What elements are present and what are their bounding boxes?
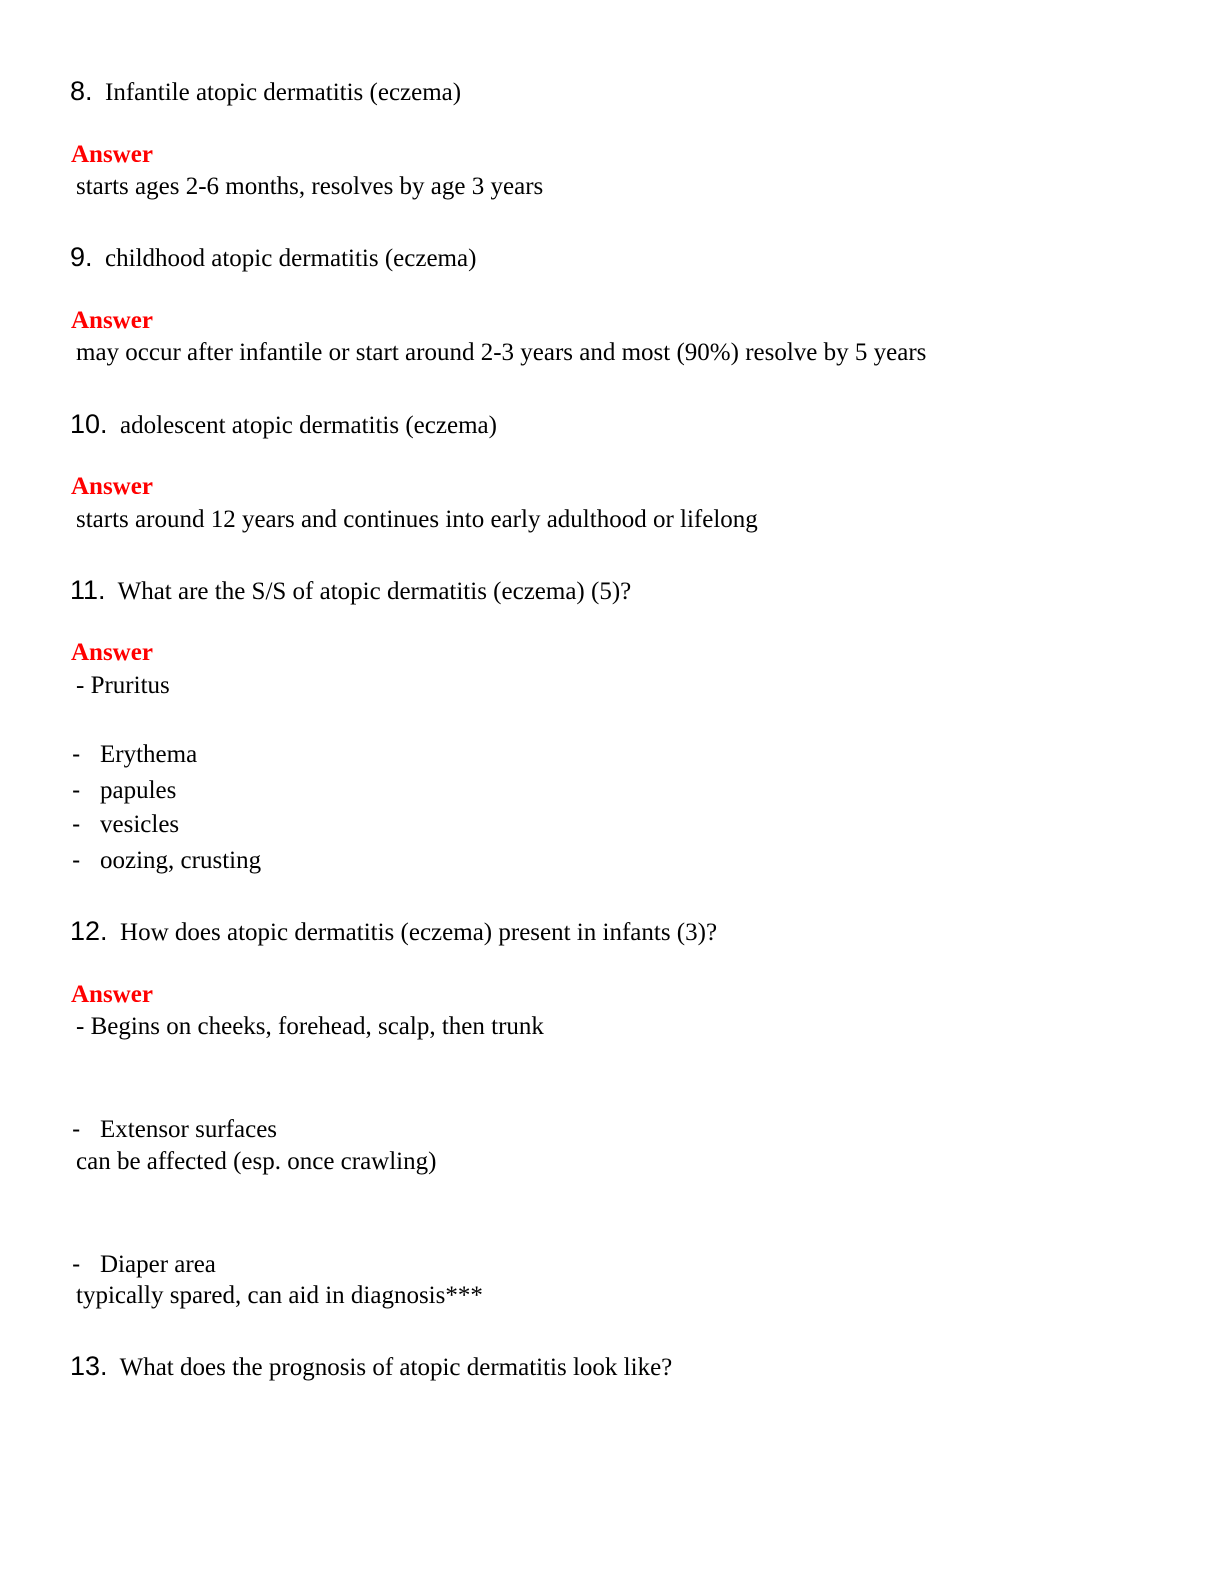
list-item [72, 809, 179, 840]
question-number: 9. [70, 242, 93, 272]
answer-text: starts around 12 years and continues into early adulthood or lifelong [76, 506, 758, 533]
question-text: Infantile atopic dermatitis (eczema) [105, 79, 462, 106]
list-item-detail: can be affected (esp. once crawling) [76, 1148, 437, 1175]
list-item-detail: typically spared, can aid in diagnosis*** [76, 1282, 483, 1309]
question-11 [70, 575, 631, 607]
question-8 [70, 76, 461, 108]
answer-label: Answer [71, 307, 153, 334]
answer-text: may occur after infantile or start around 2-3 years and most (90%) resolve by 5 years [76, 339, 927, 366]
answer-text: - Begins on cheeks, forehead, scalp, then trunk [76, 1013, 544, 1040]
answer-label: Answer [71, 141, 153, 168]
answer-label: Answer [71, 981, 153, 1008]
question-number: 12. [70, 916, 108, 946]
answer-label: Answer [71, 639, 153, 666]
answer-text: starts ages 2-6 months, resolves by age 3 years [76, 173, 544, 200]
question-text: What are the S/S of atopic dermatitis (eczema) (5)? [117, 578, 632, 605]
list-item-text: Extensor surfaces [100, 1116, 278, 1143]
list-item [72, 1249, 216, 1280]
list-item [72, 775, 176, 806]
question-number: 13. [70, 1351, 108, 1381]
bullet-dash: - [72, 810, 81, 838]
bullet-dash: - [72, 776, 81, 804]
bullet-dash: - [72, 1115, 81, 1143]
answer-text: - Pruritus [76, 672, 170, 699]
bullet-dash: - [72, 1250, 81, 1278]
question-text: How does atopic dermatitis (eczema) present in infants (3)? [120, 919, 718, 946]
question-number: 8. [70, 76, 93, 106]
bullet-dash: - [72, 846, 81, 874]
question-text: What does the prognosis of atopic dermatitis look like? [119, 1354, 673, 1381]
list-item-text: vesicles [100, 811, 180, 838]
question-number: 11. [70, 575, 106, 605]
question-9 [70, 242, 476, 274]
question-text: childhood atopic dermatitis (eczema) [105, 245, 477, 272]
list-item [72, 845, 261, 876]
list-item-text: Erythema [100, 741, 198, 768]
list-item-text: oozing, crusting [100, 847, 262, 874]
question-13 [70, 1351, 672, 1383]
question-text: adolescent atopic dermatitis (eczema) [120, 412, 497, 439]
question-12 [70, 916, 717, 948]
question-10 [70, 409, 497, 441]
list-item [72, 739, 197, 770]
list-item-text: papules [100, 777, 177, 804]
bullet-dash: - [72, 740, 81, 768]
list-item [72, 1114, 277, 1145]
list-item-text: Diaper area [100, 1251, 216, 1278]
question-number: 10. [70, 409, 108, 439]
answer-label: Answer [71, 473, 153, 500]
